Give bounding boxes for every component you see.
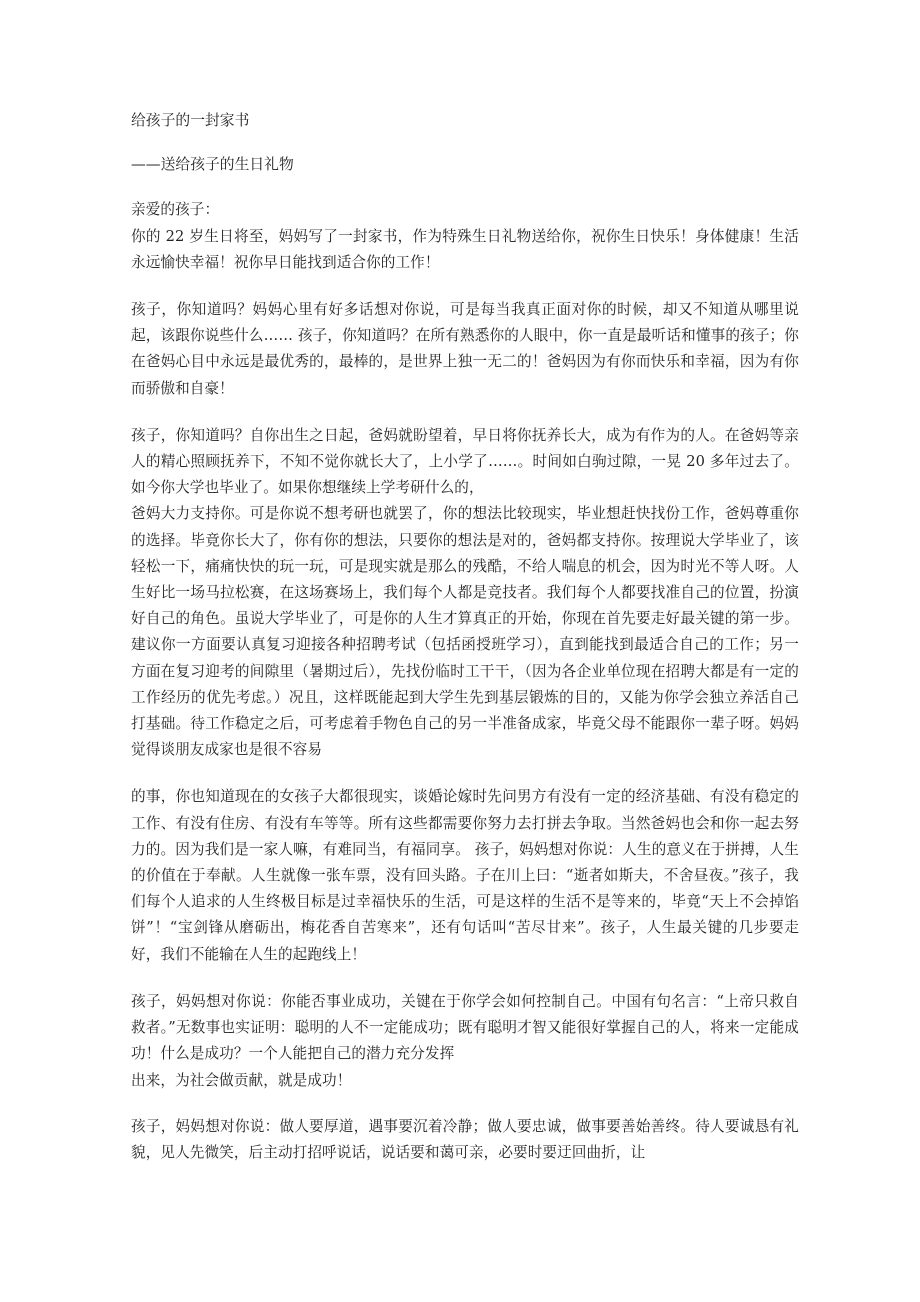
document-title: 给孩子的一封家书 bbox=[131, 112, 250, 129]
paragraph-2: 孩子，你知道吗？妈妈心里有好多话想对你说，可是每当我真正面对你的时候，却又不知道从哪里说起，该跟你说些什么…… 孩子，你知道吗？在所有熟悉你的人眼中，你一直是最听话和懂事的孩子；你在爸妈心目中永远是最优秀的，最棒的，是世界上独一无二的！爸妈因为有你而快乐和幸福，因为有你而骄傲和自豪！ bbox=[131, 301, 799, 397]
document-body bbox=[131, 108, 799, 1166]
paragraph-1: 你的 22 岁生日将至，妈妈写了一封家书，作为特殊生日礼物送给你，祝你生日快乐！身体健康！生活永远愉快幸福！祝你早日能找到适合你的工作！ bbox=[131, 227, 799, 271]
paragraph-5b: 出来，为社会做贡献，就是成功！ bbox=[131, 1071, 352, 1089]
paragraph-3b: 爸妈大力支持你。可是你说不想考研也就罢了，你的想法比较现实，毕业想赶快找份工作，爸妈尊重你的选择。毕竟你长大了，你有你的想法，只要你的想法是对的，爸妈都支持你。按理说大学毕业了，该轻松一下，痛痛快快的玩一玩，可是现实就是那么的残酷，不给人喘息的机会，因为时光不等人呀。人生好比一场马拉松赛，在这场赛场上，我们每个人都是竞技者。我们每个人都要找准自己的位置，扮演好自己的角色。虽说大学毕业了，可是你的人生才算真正的开始，你现在首先要走好最关键的第一步。建议你一方面要认真复习迎接各种招聘考试（包括函授班学习），直到能找到最适合自己的工作；另一方面在复习迎考的间隙里（暑期过后），先找份临时工干干，（因为各企业单位现在招聘大都是有一定的工作经历的优先考虑。）况且，这样既能起到大学生先到基层锻炼的目的，又能为你学会独立养活自己打基础。待工作稳定之后，可考虑着手物色自己的另一半准备成家，毕竟父母不能跟你一辈子呀。妈妈觉得谈朋友成家也是很不容易 bbox=[131, 505, 799, 759]
salutation: 亲爱的孩子： bbox=[131, 201, 220, 219]
spacer-5 bbox=[131, 1094, 799, 1114]
spacer-2 bbox=[131, 402, 799, 423]
document-subtitle: ——送给孩子的生日礼物 bbox=[131, 156, 294, 174]
paragraph-6: 孩子，妈妈想对你说：做人要厚道，遇事要沉着冷静；做人要忠诚，做事要善始善终。待人要诚恳有礼貌，见人先微笑，后主动打招呼说话，说话要和蔼可亲，必要时要迂回曲折，让 bbox=[131, 1117, 799, 1161]
spacer-3 bbox=[131, 763, 799, 784]
spacer-after-subtitle bbox=[131, 178, 799, 197]
spacer-4 bbox=[131, 968, 799, 989]
paragraph-5a: 孩子，妈妈想对你说：你能否事业成功，关键在于你学会如何控制自己。中国有句名言：“上帝只救自救者。”无数事也实证明：聪明的人不一定能成功；既有聪明才智又能很好掌握自己的人，将来一定能成功！什么是成功？一个人能把自己的潜力充分发挥 bbox=[131, 992, 799, 1063]
spacer-after-title bbox=[131, 134, 799, 152]
paragraph-4: 的事，你也知道现在的女孩子大都很现实，谈婚论嫁时先问男方有没有一定的经济基础、有没有稳定的工作、有没有住房、有没有车等等。所有这些都需要你努力去打拼去争取。当然爸妈也会和你一起去努力的。因为我们是一家人嘛，有难同当，有福同享。 孩子，妈妈想对你说：人生的意义在于拼搏，人生的价值在于奉献。人生就像一张车票，没有回头路。子在川上曰：“逝者如斯夫，不舍昼夜。”孩子，我们每个人追求的人生终极目标是过幸福快乐的生活，可是这样的生活不是等来的，毕竟“天上不会掉馅饼”！“宝剑锋从磨砺出，梅花香自苦寒来”，还有句话叫“苦尽甘来”。孩子，人生最关键的几步要走好，我们不能输在人生的起跑线上！ bbox=[131, 788, 799, 963]
paragraph-3a: 孩子，你知道吗？自你出生之日起，爸妈就盼望着，早日将你抚养长大，成为有作为的人。在爸妈等亲人的精心照顾抚养下，不知不觉你就长大了，上小学了……。时间如白驹过隙，一晃 20 多年过去了。如今你大学也毕业了。如果你想继续上学考研什么的， bbox=[131, 426, 799, 497]
spacer-1 bbox=[131, 276, 799, 297]
